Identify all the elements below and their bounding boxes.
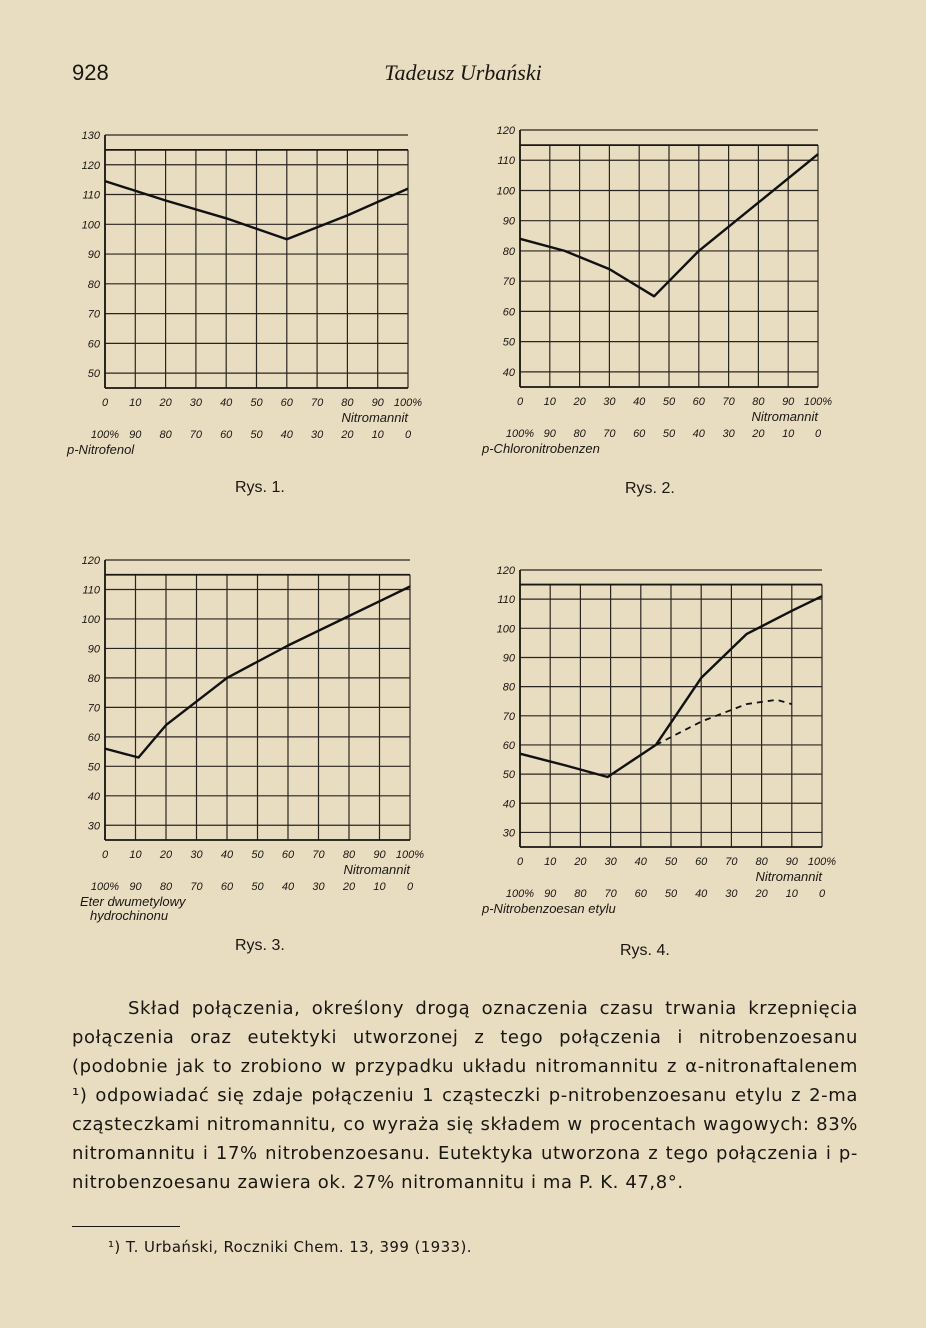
x-tick-label-bottom: 70 [190, 881, 203, 893]
y-tick-label: 120 [496, 125, 515, 137]
y-tick-label: 90 [502, 215, 515, 228]
x-tick-label-bottom: 90 [544, 888, 557, 900]
y-tick-label: 70 [502, 276, 515, 289]
chart-rys-3 [60, 545, 460, 970]
x-tick-label-bottom: 100% [90, 429, 120, 441]
x-tick-label-top: 40 [634, 856, 647, 868]
series-line-dashed [656, 700, 792, 745]
x-tick-label-top: 90 [785, 856, 798, 868]
y-tick-label: 40 [87, 790, 100, 803]
x-axis-label-top: Nitromannit [343, 862, 410, 877]
x-tick-label-top: 60 [695, 856, 708, 868]
x-tick-label-top: 60 [280, 397, 293, 409]
x-tick-label-bottom: 60 [633, 428, 646, 440]
x-tick-label-bottom: 10 [785, 888, 798, 900]
y-tick-label: 80 [87, 672, 100, 685]
x-tick-label-top: 50 [664, 856, 678, 868]
x-tick-label-top: 40 [220, 397, 233, 409]
y-tick-label: 60 [502, 306, 515, 319]
y-tick-label: 90 [87, 643, 100, 656]
x-tick-label-top: 100% [807, 856, 837, 868]
x-axis-label-bottom: p-Nitrofenol [67, 442, 135, 457]
x-tick-label-bottom: 50 [664, 888, 678, 900]
x-tick-label-top: 70 [725, 856, 738, 868]
y-tick-label: 80 [502, 681, 515, 694]
x-tick-label-bottom: 90 [129, 881, 142, 893]
x-tick-label-bottom: 100% [505, 888, 535, 900]
x-tick-label-top: 100% [393, 397, 423, 409]
x-tick-label-top: 80 [341, 397, 354, 409]
x-tick-label-top: 30 [189, 397, 203, 409]
x-tick-label-bottom: 50 [251, 881, 264, 893]
x-tick-label-top: 80 [752, 396, 765, 408]
x-tick-label-top: 40 [220, 849, 234, 861]
x-tick-label-top: 90 [782, 396, 795, 408]
x-tick-label-bottom: 100% [90, 881, 120, 893]
x-tick-label-bottom: 40 [695, 888, 708, 900]
x-tick-label-top: 20 [159, 397, 172, 409]
chart-rys-1-svg [60, 120, 460, 520]
page-number: 928 [72, 60, 109, 85]
x-tick-label-bottom: 10 [373, 881, 386, 893]
y-tick-label: 70 [502, 710, 515, 723]
x-tick-label-bottom: 50 [250, 429, 263, 441]
y-tick-label: 100 [81, 219, 100, 232]
x-tick-label-bottom: 50 [662, 428, 676, 440]
x-tick-label-top: 10 [544, 856, 557, 868]
x-tick-label-bottom: 40 [281, 881, 295, 893]
x-tick-label-top: 0 [516, 396, 524, 408]
x-tick-label-top: 0 [101, 397, 109, 409]
x-tick-label-bottom: 70 [189, 429, 203, 441]
x-tick-label-bottom: 20 [341, 429, 354, 441]
x-tick-label-top: 60 [692, 396, 705, 408]
x-tick-label-bottom: 20 [752, 428, 765, 440]
chart-rys-2-svg [470, 115, 870, 515]
y-tick-label: 50 [87, 368, 100, 381]
x-axis-label-bottom-line2: hydrochinonu [90, 908, 169, 923]
x-tick-label-top: 90 [373, 849, 386, 861]
x-tick-label-bottom: 0 [404, 429, 412, 441]
y-tick-label: 50 [87, 761, 100, 774]
x-tick-label-top: 20 [159, 849, 173, 861]
x-axis-label-bottom: Eter dwumetylowy [80, 894, 186, 909]
y-tick-label: 40 [502, 798, 515, 811]
y-tick-label: 80 [87, 278, 100, 291]
running-title: Tadeusz Urbański [384, 60, 542, 85]
x-tick-label-top: 50 [250, 397, 263, 409]
y-tick-label: 30 [502, 827, 515, 840]
x-tick-label-bottom: 30 [722, 428, 735, 440]
figure-caption: Rys. 3. [235, 937, 285, 954]
x-axis-label-bottom: p-Nitrobenzoesan etylu [482, 901, 616, 916]
y-tick-label: 90 [87, 249, 100, 262]
x-tick-label-bottom: 10 [371, 429, 384, 441]
y-tick-label: 120 [81, 159, 100, 172]
x-tick-label-top: 20 [573, 396, 586, 408]
x-axis-label-top: Nitromannit [341, 410, 408, 425]
y-tick-label: 130 [81, 130, 100, 142]
paragraph-text: Skład połączenia, określony drogą oznaczenia czasu trwania krzepnięcia połączenia oraz eutektyki utworzonej z tego połączenia i nitrobenzoesanu (podobnie jak to zrobiono w przypadku układu nitromannitu z α-nitronaftalenem ¹) odpowiadać się zdaje połączeniu 1 cząsteczki p-nitrobenzoesanu etylu z 2-ma cząsteczkami nitromannitu, co wyraża się składem w procentach wagowych: 83% nitromannitu i 17% nitrobenzoesanu. Eutektyka utworzona z tego połączenia i p-nitrobenzoesanu zawiera ok. 27% nitromannitu i ma P. K. 47,8°. [72, 998, 858, 1193]
x-tick-label-top: 70 [722, 396, 735, 408]
x-tick-label-bottom: 40 [280, 429, 293, 441]
y-tick-label: 60 [502, 739, 515, 752]
y-tick-label: 40 [502, 366, 515, 379]
x-tick-label-top: 70 [310, 397, 324, 409]
x-tick-label-bottom: 30 [725, 888, 738, 900]
y-tick-label: 110 [82, 189, 100, 202]
x-tick-label-bottom: 70 [603, 428, 616, 440]
chart-rys-4 [470, 555, 870, 970]
y-tick-label: 50 [502, 769, 515, 782]
y-tick-label: 120 [496, 565, 515, 577]
chart-rys-1 [60, 120, 460, 520]
x-tick-label-bottom: 60 [634, 888, 647, 900]
x-tick-label-bottom: 40 [692, 428, 705, 440]
y-tick-label: 60 [87, 338, 100, 351]
x-tick-label-top: 60 [281, 849, 295, 861]
x-tick-label-bottom: 30 [310, 429, 324, 441]
x-tick-label-top: 0 [516, 856, 524, 868]
body-paragraph [72, 994, 858, 1197]
y-tick-label: 100 [496, 623, 515, 636]
x-tick-label-top: 100% [395, 849, 425, 861]
chart-rys-4-svg [470, 555, 870, 970]
x-tick-label-top: 50 [251, 849, 264, 861]
x-axis-label-bottom: p-Chloronitrobenzen [482, 441, 600, 456]
x-tick-label-bottom: 0 [818, 888, 826, 900]
y-tick-label: 100 [81, 613, 100, 626]
y-tick-label: 60 [87, 731, 100, 744]
chart-rys-2 [470, 115, 870, 515]
figure-caption: Rys. 2. [625, 480, 675, 497]
y-tick-label: 70 [87, 308, 100, 321]
y-tick-label: 70 [87, 702, 100, 715]
x-tick-label-bottom: 80 [573, 428, 586, 440]
footnote: ¹) T. Urbański, Roczniki Chem. 13, 399 (1933). [108, 1238, 472, 1256]
x-tick-label-top: 20 [574, 856, 587, 868]
x-tick-label-bottom: 20 [342, 881, 356, 893]
x-tick-label-bottom: 20 [755, 888, 768, 900]
x-tick-label-top: 10 [129, 397, 142, 409]
y-tick-label: 80 [502, 245, 515, 258]
y-tick-label: 50 [502, 336, 515, 349]
x-tick-label-bottom: 90 [129, 429, 142, 441]
x-tick-label-top: 30 [603, 396, 616, 408]
x-tick-label-top: 10 [129, 849, 142, 861]
x-tick-label-top: 30 [190, 849, 203, 861]
x-tick-label-top: 40 [633, 396, 646, 408]
x-axis-label-top: Nitromannit [751, 409, 818, 424]
x-tick-label-bottom: 100% [505, 428, 535, 440]
x-tick-label-top: 50 [662, 396, 676, 408]
x-tick-label-top: 80 [342, 849, 356, 861]
y-tick-label: 110 [497, 594, 515, 607]
x-tick-label-top: 100% [803, 396, 833, 408]
y-tick-label: 90 [502, 652, 515, 665]
y-tick-label: 30 [87, 820, 100, 833]
y-tick-label: 120 [81, 555, 100, 567]
y-tick-label: 100 [496, 185, 515, 198]
footnote-rule [72, 1226, 180, 1227]
x-tick-label-bottom: 80 [574, 888, 587, 900]
x-tick-label-bottom: 60 [220, 881, 234, 893]
x-tick-label-top: 70 [312, 849, 325, 861]
chart-rys-3-svg [60, 545, 460, 970]
y-tick-label: 110 [497, 155, 515, 168]
x-tick-label-top: 0 [101, 849, 109, 861]
x-tick-label-bottom: 70 [604, 888, 617, 900]
figure-caption: Rys. 4. [620, 942, 670, 959]
y-tick-label: 110 [82, 584, 100, 597]
x-tick-label-bottom: 0 [814, 428, 822, 440]
figure-caption: Rys. 1. [235, 479, 285, 496]
x-tick-label-bottom: 10 [782, 428, 795, 440]
x-tick-label-top: 10 [543, 396, 556, 408]
x-tick-label-top: 90 [371, 397, 384, 409]
x-tick-label-bottom: 30 [312, 881, 325, 893]
x-tick-label-top: 80 [755, 856, 768, 868]
x-tick-label-bottom: 80 [159, 881, 173, 893]
x-axis-label-top: Nitromannit [755, 869, 822, 884]
x-tick-label-bottom: 80 [159, 429, 172, 441]
x-tick-label-top: 30 [604, 856, 617, 868]
x-tick-label-bottom: 0 [406, 881, 414, 893]
x-tick-label-bottom: 90 [543, 428, 556, 440]
x-tick-label-bottom: 60 [220, 429, 233, 441]
